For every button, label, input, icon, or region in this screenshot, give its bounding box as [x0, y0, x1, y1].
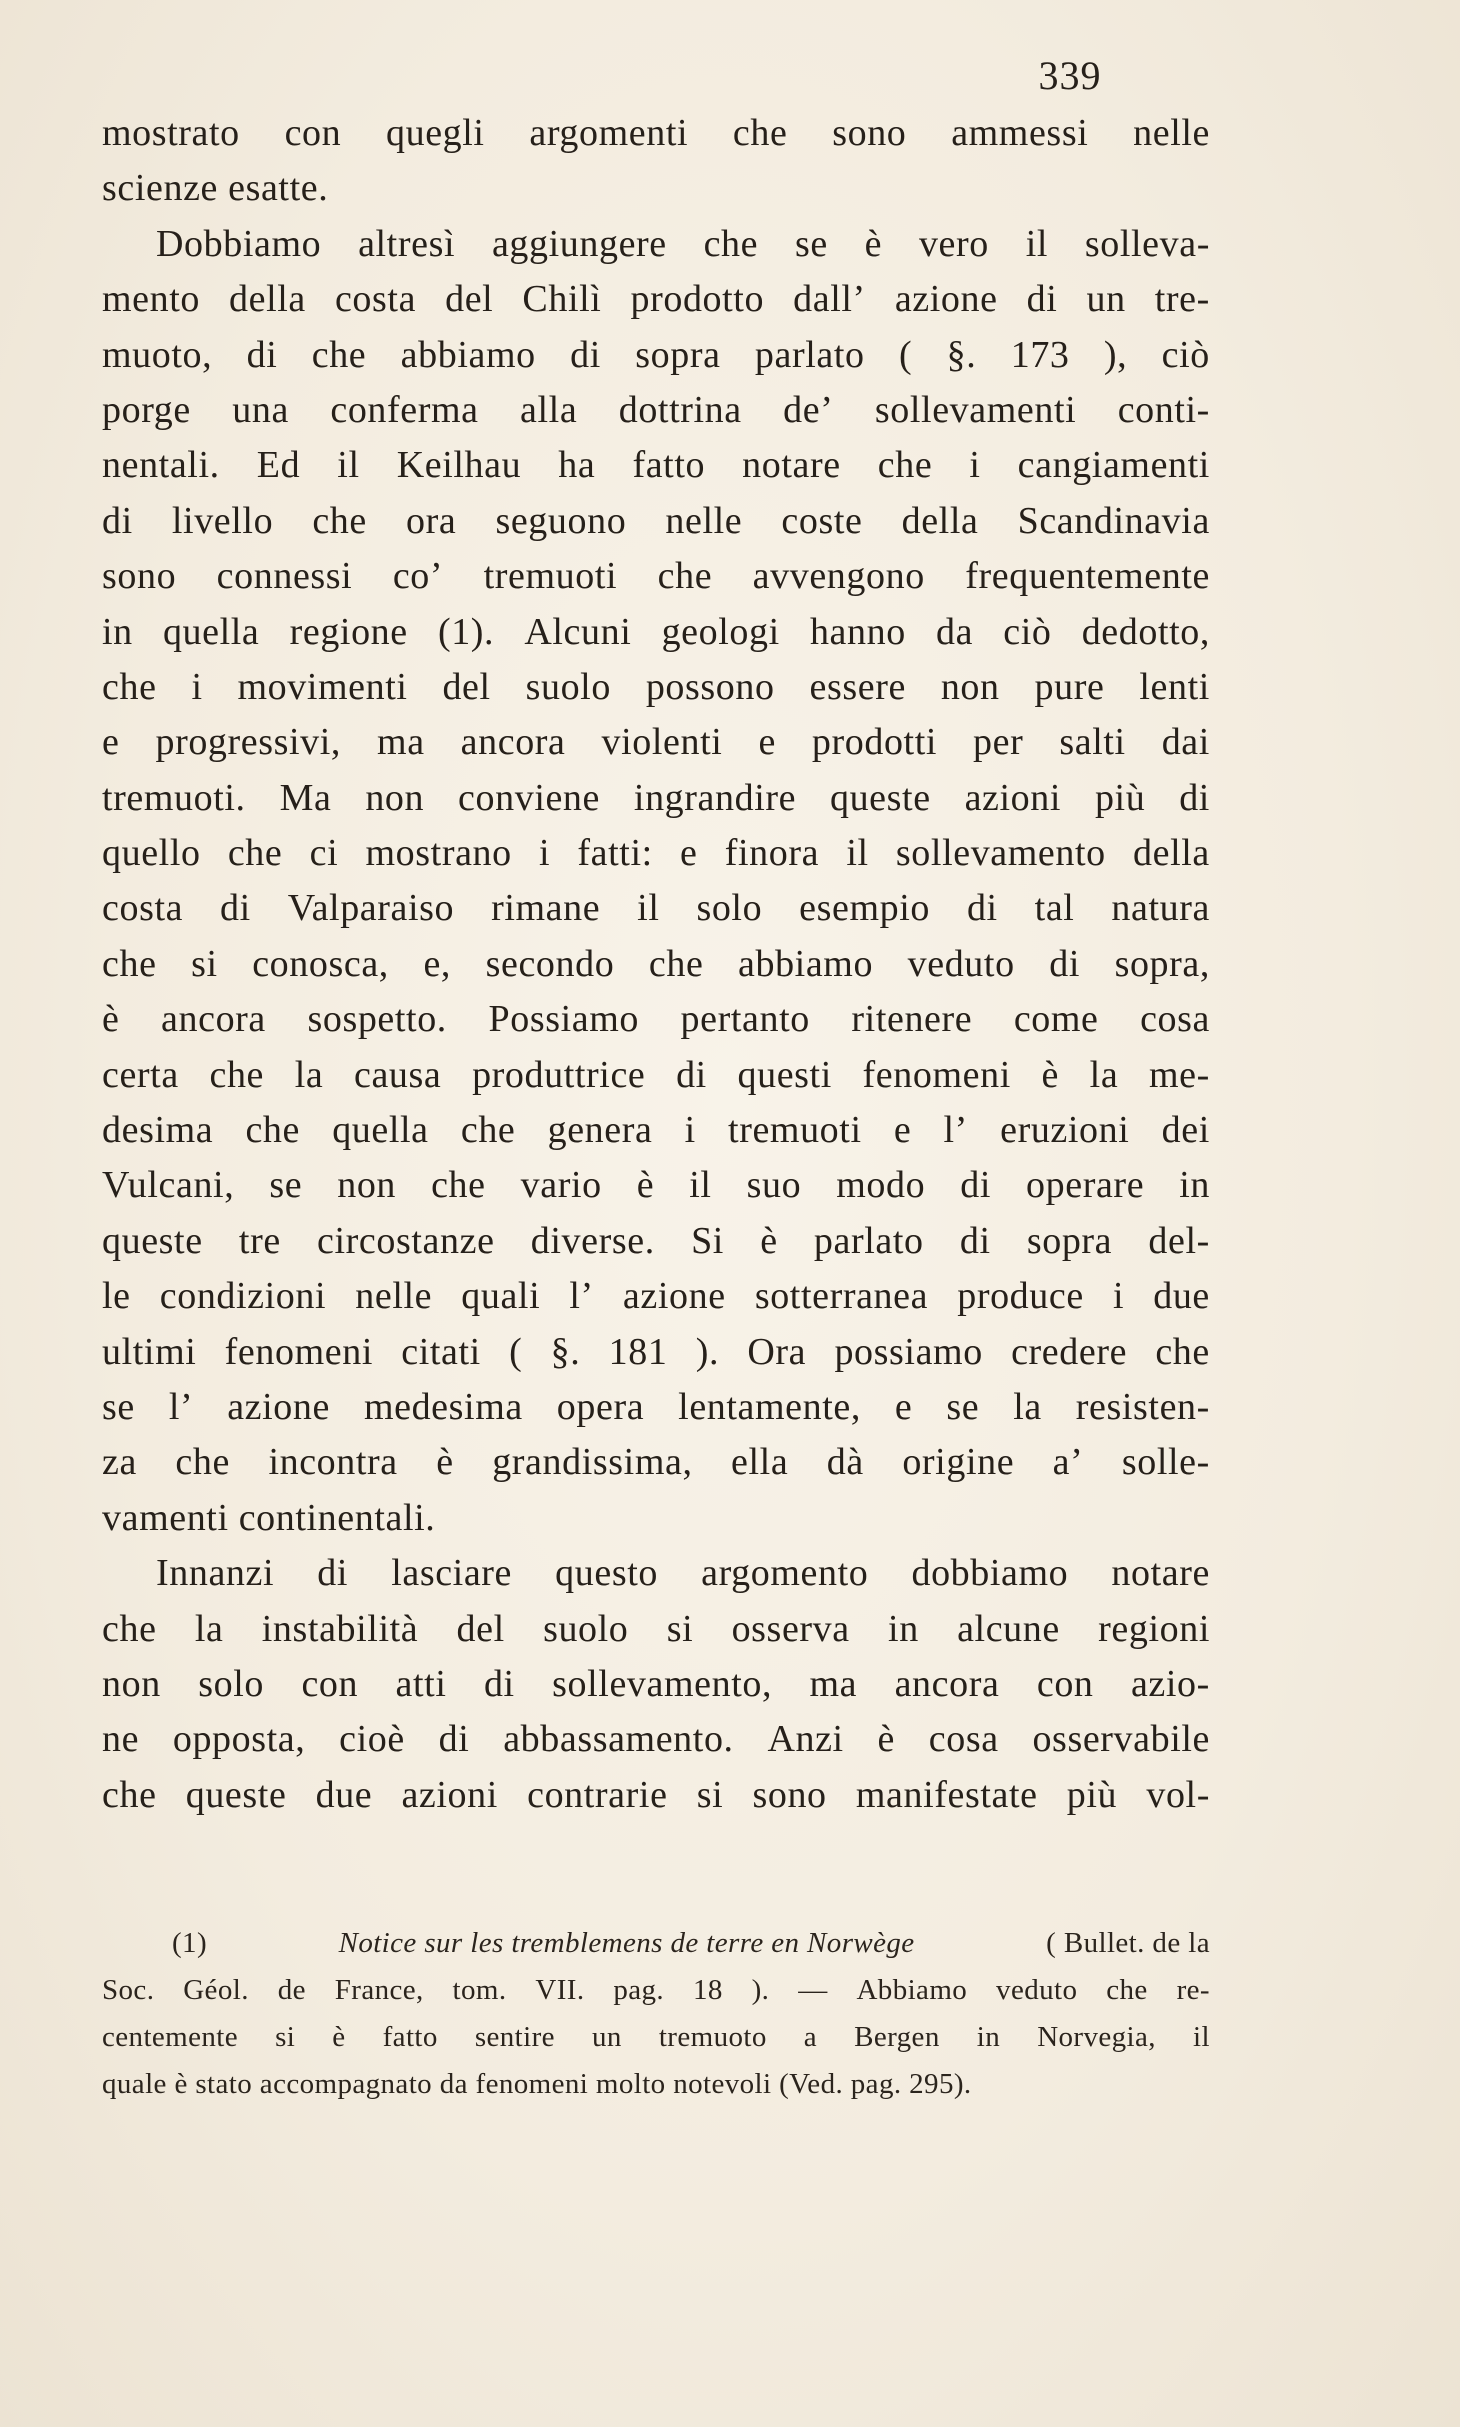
footnote-line: centemente si è fatto sentire un tremuoto a Bergen in Norvegia, il [102, 2021, 1210, 2053]
page-number: 339 [1038, 53, 1102, 98]
text-line: porge una conferma alla dottrina de’ sollevamenti conti- [102, 388, 1210, 431]
text-line: ne opposta, cioè di abbassamento. Anzi è cosa osservabile [102, 1718, 1210, 1761]
footnote-cited-title: Notice sur les tremblemens de terre en Norwège [338, 1927, 915, 1959]
text-line: certa che la causa produttrice di questi fenomeni è la me- [102, 1053, 1210, 1096]
footnote-line [102, 1920, 1210, 1967]
text-line: ultimi fenomeni citati ( §. 181 ). Ora possiamo credere che [102, 1330, 1210, 1373]
paragraph [102, 217, 1210, 1546]
text-line: quello che ci mostrano i fatti: e finora il sollevamento della [102, 832, 1210, 875]
text-line: e progressivi, ma ancora violenti e prodotti per salti dai [102, 721, 1210, 764]
footnote-first-line-rest: ( Bullet. de la [1046, 1927, 1210, 1959]
text-line: in quella regione (1). Alcuni geologi hanno da ciò dedotto, [102, 610, 1210, 653]
text-line: queste tre circostanze diverse. Si è parlato di sopra del- [102, 1219, 1210, 1262]
text-line: tremuoti. Ma non conviene ingrandire queste azioni più di [102, 776, 1210, 819]
paragraph [102, 106, 1210, 217]
text-line: scienze esatte. [102, 167, 329, 210]
text-line: vamenti continentali. [102, 1496, 436, 1539]
footnote-line: Soc. Géol. de France, tom. VII. pag. 18 ). — Abbiamo veduto che re- [102, 1974, 1210, 2006]
text-line: le condizioni nelle quali l’ azione sotterranea produce i due [102, 1275, 1210, 1318]
text-line: sono connessi co’ tremuoti che avvengono frequentemente [102, 555, 1210, 598]
text-line: è ancora sospetto. Possiamo pertanto ritenere come cosa [102, 998, 1210, 1041]
text-line: Innanzi di lasciare questo argomento dobbiamo notare [156, 1552, 1210, 1595]
body-text [102, 106, 1210, 1823]
text-line: nentali. Ed il Keilhau ha fatto notare che i cangiamenti [102, 444, 1210, 487]
text-line: non solo con atti di sollevamento, ma ancora con azio- [102, 1662, 1210, 1705]
text-line: Dobbiamo altresì aggiungere che se è vero il solleva- [156, 222, 1210, 265]
text-line: di livello che ora seguono nelle coste della Scandinavia [102, 499, 1210, 542]
footnote-line: quale è stato accompagnato da fenomeni molto notevoli (Ved. pag. 295). [102, 2068, 972, 2100]
text-line: che queste due azioni contrarie si sono manifestate più vol- [102, 1773, 1210, 1816]
footnote-marker: (1) [172, 1927, 208, 1959]
text-line: mostrato con quegli argomenti che sono ammessi nelle [102, 112, 1210, 154]
text-line: che si conosca, e, secondo che abbiamo veduto di sopra, [102, 942, 1210, 985]
text-line: mento della costa del Chilì prodotto dall’ azione di un tre- [102, 278, 1210, 321]
text-line: Vulcani, se non che vario è il suo modo di operare in [102, 1164, 1210, 1207]
paragraph [102, 1546, 1210, 1823]
text-line: muoto, di che abbiamo di sopra parlato ( §. 173 ), ciò [102, 333, 1210, 376]
text-line: za che incontra è grandissima, ella dà origine a’ solle- [102, 1441, 1210, 1484]
text-line: che la instabilità del suolo si osserva in alcune regioni [102, 1607, 1210, 1650]
text-line: se l’ azione medesima opera lentamente, e se la resisten- [102, 1385, 1210, 1428]
footnote [102, 1920, 1210, 2108]
text-line: costa di Valparaiso rimane il solo esempio di tal natura [102, 887, 1210, 930]
text-line: che i movimenti del suolo possono essere non pure lenti [102, 665, 1210, 708]
text-line: desima che quella che genera i tremuoti e l’ eruzioni dei [102, 1109, 1210, 1152]
